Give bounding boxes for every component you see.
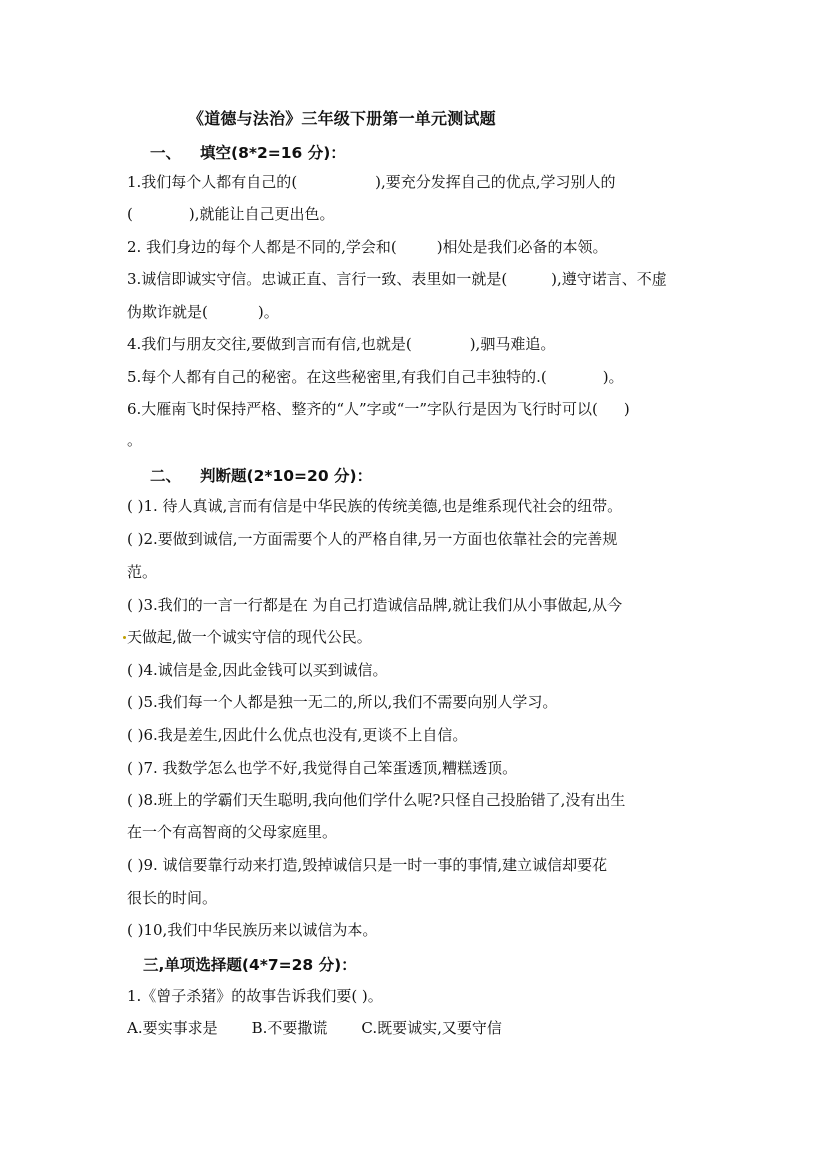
- page-title: 《道德与法治》三年级下册第一单元测试题: [188, 109, 496, 128]
- fill-line: ( ),就能让自己更出色。: [127, 205, 335, 223]
- judge-item: ( )10,我们中华民族历来以诚信为本。: [127, 921, 378, 939]
- judge-item: ( )3.我们的一言一行都是在 为自己打造诚信品牌,就让我们从小事做起,从今: [127, 596, 623, 614]
- section-label: 填空(8*2=16 分)：: [200, 144, 346, 162]
- option-b[interactable]: B.不要撒谎: [251, 1019, 328, 1037]
- section-heading-judge: [150, 464, 372, 486]
- section-heading-choice: 三,单项选择题(4*7=28 分)：: [143, 956, 357, 974]
- section-heading-fill: [150, 141, 346, 163]
- section-number: 一、: [150, 144, 182, 162]
- fill-line: 2. 我们身边的每个人都是不同的,学会和( )相处是我们必备的本领。: [127, 238, 608, 256]
- judge-item: ( )8.班上的学霸们天生聪明,我向他们学什么呢?只怪自己投胎错了,没有出生: [127, 791, 626, 809]
- fill-line: 3.诚信即诚实守信。忠诚正直、言行一致、表里如一就是( ),遵守诺言、不虚: [127, 270, 667, 288]
- judge-item: ( )9. 诚信要靠行动来打造,毁掉诚信只是一时一事的事情,建立诚信却要花: [127, 856, 608, 874]
- fill-line: 伪欺诈就是( )。: [127, 303, 279, 321]
- judge-item-continued: 范。: [127, 563, 158, 581]
- judge-item-continued: 天做起,做一个诚实守信的现代公民。: [127, 628, 372, 646]
- choice-options: [127, 1018, 502, 1038]
- fill-line: 6.大雁南飞时保持严格、整齐的“人”字或“一”字队行是因为飞行时可以( ): [127, 400, 630, 418]
- judge-item-continued: 在一个有高智商的父母家庭里。: [127, 823, 338, 841]
- fill-line: 5.每个人都有自己的秘密。在这些秘密里,有我们自己丰独特的.( )。: [127, 368, 624, 386]
- judge-item: ( )4.诚信是金,因此金钱可以买到诚信。: [127, 661, 388, 679]
- judge-item: ( )5.我们每一个人都是独一无二的,所以,我们不需要向别人学习。: [127, 693, 558, 711]
- judge-item: ( )6.我是差生,因此什么优点也没有,更谈不上自信。: [127, 726, 468, 744]
- section-number: 二、: [150, 467, 182, 485]
- choice-question: 1.《曾子杀猪》的故事告诉我们要( )。: [127, 987, 383, 1005]
- option-a[interactable]: A.要实事求是: [127, 1019, 218, 1037]
- fill-line: 1.我们每个人都有自己的( ),要充分发挥自己的优点,学习别人的: [127, 173, 616, 191]
- section-label: 判断题(2*10=20 分)：: [200, 467, 373, 485]
- stray-mark: [123, 636, 126, 639]
- option-c[interactable]: C.既要诚实,又要守信: [361, 1019, 502, 1037]
- judge-item: ( )7. 我数学怎么也学不好,我觉得自己笨蛋透顶,糟糕透顶。: [127, 759, 518, 777]
- judge-item: ( )1. 待人真诚,言而有信是中华民族的传统美德,也是维系现代社会的纽带。: [127, 497, 623, 515]
- judge-item-continued: 很长的时间。: [127, 889, 218, 907]
- judge-item: ( )2.要做到诚信,一方面需要个人的严格自律,另一方面也依靠社会的完善规: [127, 530, 618, 548]
- fill-line: 4.我们与朋友交往,要做到言而有信,也就是( ),驷马难追。: [127, 335, 556, 353]
- fill-line: 。: [127, 431, 143, 449]
